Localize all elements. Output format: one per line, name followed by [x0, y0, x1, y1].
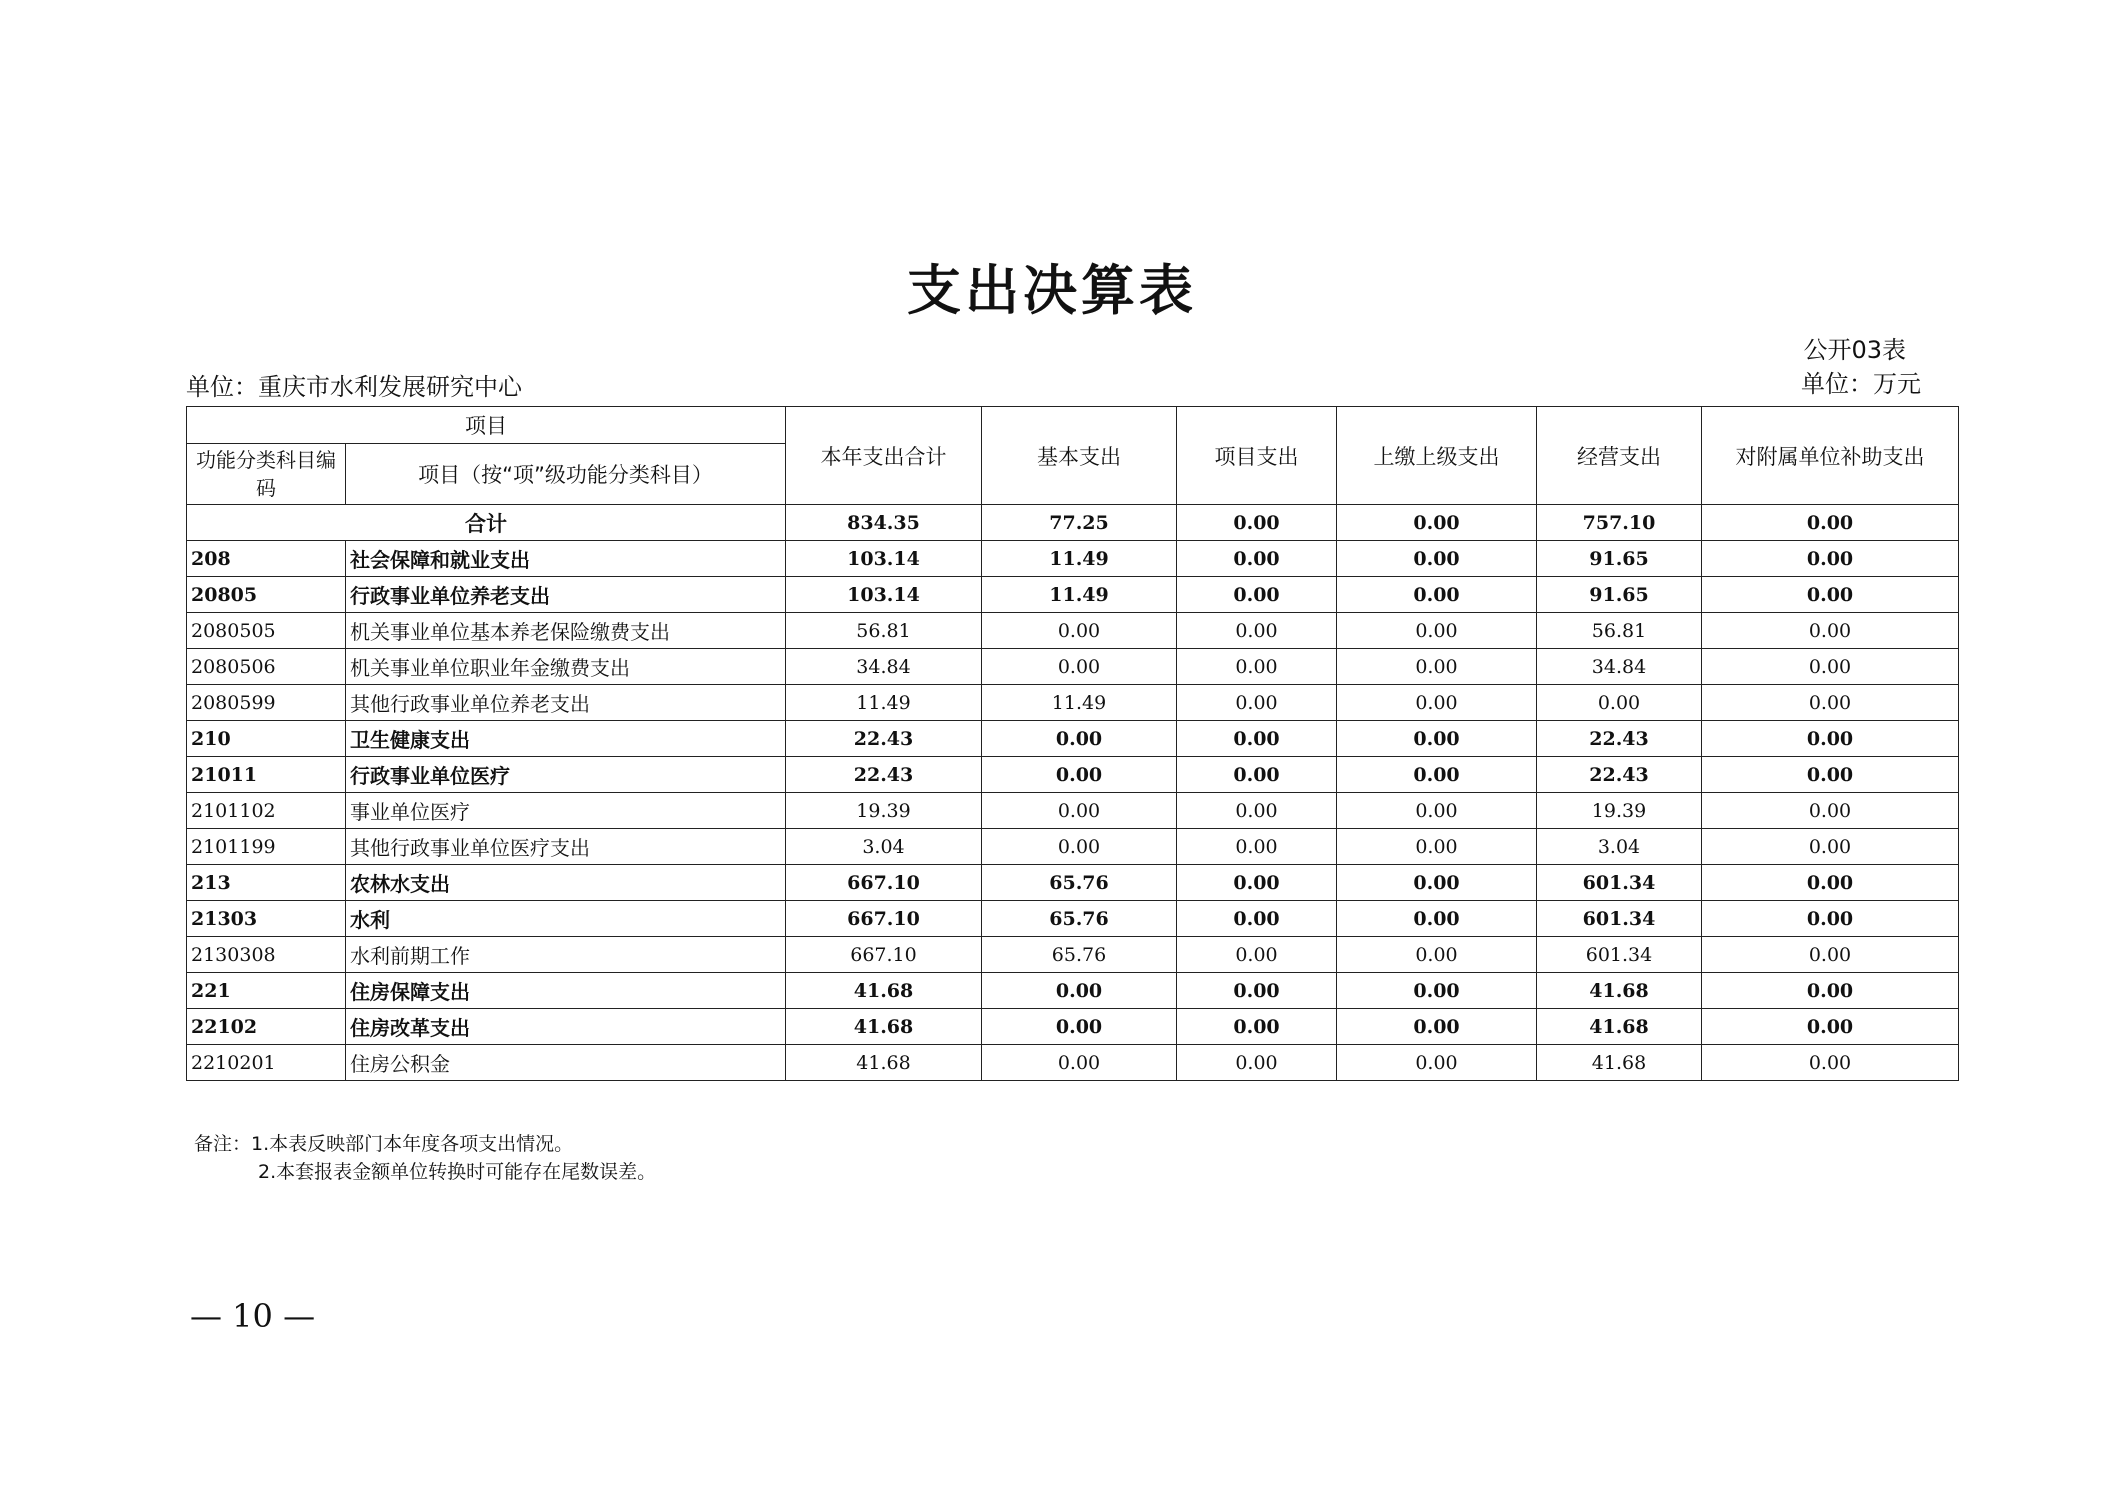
- total-cell-basic: 77.25: [982, 505, 1177, 541]
- cell-project: 0.00: [1177, 937, 1337, 973]
- cell-basic: 0.00: [982, 721, 1177, 757]
- cell-code: 2130308: [187, 937, 346, 973]
- cell-name: 水利前期工作: [346, 937, 786, 973]
- cell-subsidy: 0.00: [1702, 865, 1959, 901]
- cell-business: 601.34: [1537, 865, 1702, 901]
- page-title: 支出决算表: [907, 258, 1197, 322]
- total-cell-upper: 0.00: [1337, 505, 1537, 541]
- cell-code: 2101199: [187, 829, 346, 865]
- total-row: [187, 505, 1959, 541]
- cell-total: 41.68: [786, 973, 982, 1009]
- cell-code: 2080505: [187, 613, 346, 649]
- note-line-2: 2.本套报表金额单位转换时可能存在尾数误差。: [258, 1161, 657, 1183]
- cell-project: 0.00: [1177, 865, 1337, 901]
- cell-business: 22.43: [1537, 757, 1702, 793]
- cell-project: 0.00: [1177, 1009, 1337, 1045]
- cell-name: 其他行政事业单位养老支出: [346, 685, 786, 721]
- cell-business: 601.34: [1537, 937, 1702, 973]
- total-cell-project: 0.00: [1177, 505, 1337, 541]
- cell-total: 22.43: [786, 757, 982, 793]
- cell-code: 2080506: [187, 649, 346, 685]
- cell-upper: 0.00: [1337, 1045, 1537, 1081]
- cell-name: 社会保障和就业支出: [346, 541, 786, 577]
- cell-upper: 0.00: [1337, 829, 1537, 865]
- cell-code: 210: [187, 721, 346, 757]
- cell-basic: 0.00: [982, 1009, 1177, 1045]
- cell-upper: 0.00: [1337, 577, 1537, 613]
- table-row: [187, 829, 1959, 865]
- cell-subsidy: 0.00: [1702, 577, 1959, 613]
- cell-basic: 11.49: [982, 541, 1177, 577]
- cell-name: 住房保障支出: [346, 973, 786, 1009]
- cell-project: 0.00: [1177, 613, 1337, 649]
- cell-business: 91.65: [1537, 541, 1702, 577]
- cell-upper: 0.00: [1337, 973, 1537, 1009]
- cell-total: 103.14: [786, 541, 982, 577]
- cell-name: 事业单位医疗: [346, 793, 786, 829]
- header-project: 项目支出: [1177, 407, 1337, 505]
- cell-project: 0.00: [1177, 901, 1337, 937]
- cell-basic: 0.00: [982, 973, 1177, 1009]
- cell-subsidy: 0.00: [1702, 613, 1959, 649]
- cell-total: 41.68: [786, 1045, 982, 1081]
- table-row: [187, 649, 1959, 685]
- cell-project: 0.00: [1177, 721, 1337, 757]
- cell-business: 41.68: [1537, 1009, 1702, 1045]
- header-item: 项目: [187, 407, 786, 444]
- cell-code: 22102: [187, 1009, 346, 1045]
- header-upper: 上缴上级支出: [1337, 407, 1537, 505]
- expenditure-table: [186, 406, 1959, 1081]
- cell-name: 行政事业单位医疗: [346, 757, 786, 793]
- cell-business: 41.68: [1537, 973, 1702, 1009]
- cell-total: 19.39: [786, 793, 982, 829]
- cell-basic: 0.00: [982, 793, 1177, 829]
- currency-unit: 单位：万元: [1801, 370, 1921, 398]
- cell-subsidy: 0.00: [1702, 901, 1959, 937]
- cell-total: 103.14: [786, 577, 982, 613]
- cell-code: 221: [187, 973, 346, 1009]
- cell-business: 3.04: [1537, 829, 1702, 865]
- cell-total: 667.10: [786, 937, 982, 973]
- cell-project: 0.00: [1177, 541, 1337, 577]
- cell-business: 56.81: [1537, 613, 1702, 649]
- cell-basic: 0.00: [982, 757, 1177, 793]
- header-business: 经营支出: [1537, 407, 1702, 505]
- table-row: [187, 685, 1959, 721]
- header-subsidy: 对附属单位补助支出: [1702, 407, 1959, 505]
- cell-project: 0.00: [1177, 685, 1337, 721]
- cell-upper: 0.00: [1337, 685, 1537, 721]
- cell-code: 21011: [187, 757, 346, 793]
- notes: [194, 1130, 656, 1186]
- header-code: 功能分类科目编码: [187, 444, 346, 505]
- cell-total: 56.81: [786, 613, 982, 649]
- cell-basic: 0.00: [982, 829, 1177, 865]
- reporting-unit: 单位：重庆市水利发展研究中心: [186, 373, 522, 401]
- cell-business: 601.34: [1537, 901, 1702, 937]
- cell-upper: 0.00: [1337, 793, 1537, 829]
- cell-subsidy: 0.00: [1702, 721, 1959, 757]
- table-row: [187, 1045, 1959, 1081]
- cell-name: 机关事业单位职业年金缴费支出: [346, 649, 786, 685]
- table-row: [187, 757, 1959, 793]
- total-cell-total: 834.35: [786, 505, 982, 541]
- table-container: [186, 406, 1959, 1081]
- cell-upper: 0.00: [1337, 901, 1537, 937]
- cell-basic: 0.00: [982, 1045, 1177, 1081]
- table-row: [187, 901, 1959, 937]
- total-cell-business: 757.10: [1537, 505, 1702, 541]
- cell-code: 20805: [187, 577, 346, 613]
- cell-name: 机关事业单位基本养老保险缴费支出: [346, 613, 786, 649]
- table-row: [187, 937, 1959, 973]
- cell-upper: 0.00: [1337, 613, 1537, 649]
- table-row: [187, 613, 1959, 649]
- cell-business: 34.84: [1537, 649, 1702, 685]
- cell-total: 11.49: [786, 685, 982, 721]
- cell-project: 0.00: [1177, 793, 1337, 829]
- cell-business: 22.43: [1537, 721, 1702, 757]
- cell-basic: 65.76: [982, 901, 1177, 937]
- cell-project: 0.00: [1177, 829, 1337, 865]
- cell-code: 208: [187, 541, 346, 577]
- table-row: [187, 1009, 1959, 1045]
- cell-business: 0.00: [1537, 685, 1702, 721]
- cell-code: 213: [187, 865, 346, 901]
- cell-basic: 11.49: [982, 577, 1177, 613]
- table-row: [187, 865, 1959, 901]
- form-number: 公开03表: [1803, 336, 1906, 364]
- cell-basic: 65.76: [982, 937, 1177, 973]
- cell-business: 91.65: [1537, 577, 1702, 613]
- cell-subsidy: 0.00: [1702, 1009, 1959, 1045]
- cell-subsidy: 0.00: [1702, 649, 1959, 685]
- header-total: 本年支出合计: [786, 407, 982, 505]
- cell-basic: 65.76: [982, 865, 1177, 901]
- table-row: [187, 541, 1959, 577]
- cell-code: 2210201: [187, 1045, 346, 1081]
- cell-upper: 0.00: [1337, 1009, 1537, 1045]
- cell-code: 2101102: [187, 793, 346, 829]
- cell-project: 0.00: [1177, 973, 1337, 1009]
- cell-upper: 0.00: [1337, 757, 1537, 793]
- table-header: [187, 407, 1959, 505]
- cell-project: 0.00: [1177, 757, 1337, 793]
- cell-business: 41.68: [1537, 1045, 1702, 1081]
- cell-name: 住房公积金: [346, 1045, 786, 1081]
- cell-subsidy: 0.00: [1702, 829, 1959, 865]
- cell-subsidy: 0.00: [1702, 793, 1959, 829]
- cell-code: 2080599: [187, 685, 346, 721]
- header-name: 项目（按“项”级功能分类科目）: [346, 444, 786, 505]
- cell-total: 667.10: [786, 865, 982, 901]
- note-line-1: 备注：1.本表反映部门本年度各项支出情况。: [194, 1133, 574, 1155]
- cell-subsidy: 0.00: [1702, 757, 1959, 793]
- cell-basic: 11.49: [982, 685, 1177, 721]
- cell-total: 22.43: [786, 721, 982, 757]
- cell-name: 住房改革支出: [346, 1009, 786, 1045]
- cell-total: 667.10: [786, 901, 982, 937]
- page-number: — 10 —: [190, 1297, 316, 1335]
- cell-total: 34.84: [786, 649, 982, 685]
- cell-total: 3.04: [786, 829, 982, 865]
- cell-subsidy: 0.00: [1702, 685, 1959, 721]
- cell-project: 0.00: [1177, 577, 1337, 613]
- cell-subsidy: 0.00: [1702, 1045, 1959, 1081]
- cell-name: 卫生健康支出: [346, 721, 786, 757]
- table-row: [187, 721, 1959, 757]
- cell-name: 农林水支出: [346, 865, 786, 901]
- cell-name: 水利: [346, 901, 786, 937]
- cell-business: 19.39: [1537, 793, 1702, 829]
- table-row: [187, 793, 1959, 829]
- cell-basic: 0.00: [982, 649, 1177, 685]
- cell-name: 行政事业单位养老支出: [346, 577, 786, 613]
- total-label: 合计: [187, 505, 786, 541]
- table-row: [187, 973, 1959, 1009]
- total-cell-subsidy: 0.00: [1702, 505, 1959, 541]
- table-body: [187, 505, 1959, 1081]
- cell-name: 其他行政事业单位医疗支出: [346, 829, 786, 865]
- cell-upper: 0.00: [1337, 865, 1537, 901]
- cell-upper: 0.00: [1337, 541, 1537, 577]
- cell-total: 41.68: [786, 1009, 982, 1045]
- cell-subsidy: 0.00: [1702, 541, 1959, 577]
- cell-code: 21303: [187, 901, 346, 937]
- cell-upper: 0.00: [1337, 649, 1537, 685]
- cell-project: 0.00: [1177, 1045, 1337, 1081]
- cell-project: 0.00: [1177, 649, 1337, 685]
- header-basic: 基本支出: [982, 407, 1177, 505]
- cell-subsidy: 0.00: [1702, 937, 1959, 973]
- cell-upper: 0.00: [1337, 937, 1537, 973]
- table-row: [187, 577, 1959, 613]
- cell-subsidy: 0.00: [1702, 973, 1959, 1009]
- cell-upper: 0.00: [1337, 721, 1537, 757]
- cell-basic: 0.00: [982, 613, 1177, 649]
